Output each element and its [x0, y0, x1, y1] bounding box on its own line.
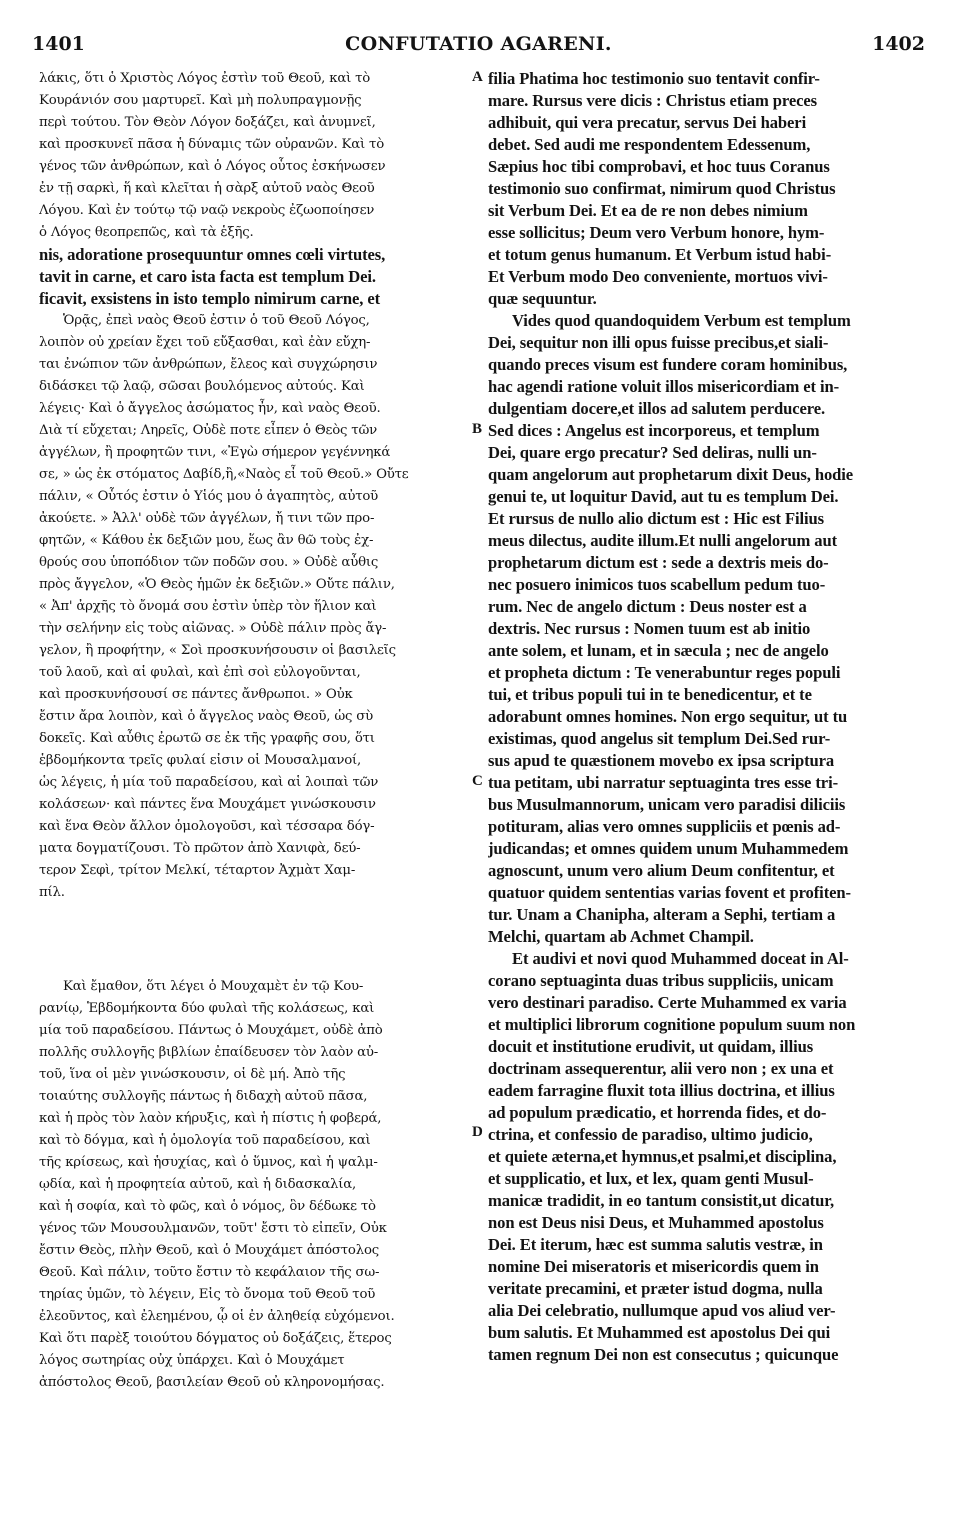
latin-text-line: Dei. Et iterum, hæc est summa salutis vestræ, in: [488, 1235, 823, 1254]
greek-text-line: φητῶν, « Κάθου ἐκ δεξιῶν μου, ἕως ἂν θῶ τοὺς ἐχ-: [39, 533, 374, 548]
latin-text-line: non est Deus nisi Deus, et Muhammed apostolus: [488, 1213, 824, 1232]
greek-text-line: Κουράνιόν σου μαρτυρεῖ. Καὶ μὴ πολυπραγμονῇς: [39, 93, 362, 108]
greek-text-line: λόγος σωτηρίας οὐχ ὑπάρχει. Καὶ ὁ Μουχάμετ: [39, 1353, 345, 1368]
latin-text-line: et propheta dictum : Te venerabuntur reges populi: [488, 663, 841, 682]
greek-text-line: κολάσεων· καὶ πάντες ἕνα Μουχάμετ γινώσκουσιν: [39, 797, 376, 812]
greek-text-line: ἀκούετε. » Ἀλλ' οὐδὲ τῶν ἀγγέλων, ἤ τινι τῶν προ-: [39, 511, 375, 526]
latin-text-line: quam angelorum aut prophetarum dixit Deus, hodie: [488, 465, 854, 484]
greek-text-line: Καὶ ὅτι παρὲξ τοιούτου δόγματος οὐ δοξάζεις, ἕτερος: [39, 1331, 392, 1346]
latin-text-line: bus Musulmannorum, unicam vero paradisi diliciis: [488, 795, 846, 814]
latin-text-line: adhibuit, qui vera precatur, servus Dei haberi: [488, 113, 807, 132]
latin-text-line: Dei, sequitur non illi opus fuisse precibus,et siali-: [488, 333, 829, 352]
greek-text-line: περὶ τούτου. Τὸν Θεὸν Λόγον δοξάζει, καὶ ἀνυμνεῖ,: [39, 115, 376, 130]
greek-text-line: μία τοῦ παραδείσου. Πάντως ὁ Μουχάμετ, οὐδὲ ἀπὸ: [39, 1023, 383, 1038]
latin-text-line: rum. Nec de angelo dictum : Deus noster est a: [488, 597, 807, 616]
margin-marker-a: A: [472, 69, 483, 85]
latin-text-line: tamen regnum Dei non est consecutus ; quicunque: [488, 1345, 839, 1364]
latin-column: [488, 68, 922, 1366]
greek-text-line: καὶ ἡ σοφία, καὶ τὸ φῶς, καὶ ὁ νόμος, ὃν δέδωκε τὸ: [39, 1199, 376, 1214]
greek-text-line: σε, » ὡς ἐκ στόματος Δαβίδ,ἢ,«Ναὸς εἶ τοῦ Θεοῦ.» Οὔτε: [39, 467, 409, 482]
greek-column: [39, 68, 471, 1394]
latin-text-line: ante solem, et lunam, et in sæcula ; nec de angelo: [488, 641, 829, 660]
latin-text-line: meus dilectus, audite illum.Et nulli angelorum aut: [488, 531, 838, 550]
latin-text-line: dulgentiam docere,et illos ad salutem perducere.: [488, 399, 826, 418]
latin-text-line: manicæ tradidit, in eo tantum consistit,ut dicatur,: [488, 1191, 834, 1210]
latin-text-line: Sed dices : Angelus est incorporeus, et templum: [488, 421, 820, 440]
latin-text-line: quando preces visum est fundere coram hominibus,: [488, 355, 848, 374]
greek-text-blank: [39, 952, 471, 976]
greek-text-line: ἔστιν Θεὸς, πλὴν Θεοῦ, καὶ ὁ Μουχάμετ ἀπόστολος: [39, 1243, 380, 1258]
latin-text-line: Melchi, quartam ab Achmet Champil.: [488, 927, 754, 946]
greek-text-line: Θεοῦ. Καὶ πάλιν, τοῦτο ἔστιν τὸ κεφάλαιον τῆς σω-: [39, 1265, 380, 1280]
greek-text-line: Ὁρᾷς, ἐπεὶ ναὸς Θεοῦ ἐστιν ὁ τοῦ Θεοῦ Λόγος,: [63, 313, 370, 328]
latin-text-line: Vides quod quandoquidem Verbum est templum: [512, 311, 851, 330]
greek-text-line: ἐν τῇ σαρκὶ, ἥ καὶ κλεῖται ἡ σὰρξ αὐτοῦ ναὸς Θεοῦ: [39, 181, 375, 196]
latin-text-line: esse sollicitus; Deum vero Verbum honore, hym-: [488, 223, 825, 242]
latin-text-line: prophetarum dictum est : sede a dextris meis do-: [488, 553, 829, 572]
greek-text-line: « Ἀπ' ἀρχῆς τὸ ὄνομά σου ἐστὶν ὑπὲρ τὸν ἥλιον καὶ: [39, 599, 377, 614]
greek-text-blank: [39, 928, 471, 952]
greek-text-line: καὶ τὸ δόγμα, καὶ ἡ ὁμολογία τοῦ παραδείσου, καὶ: [39, 1133, 371, 1148]
greek-text-line: πίλ.: [39, 885, 65, 900]
latin-text-line: alia Dei celebratio, nullumque apud vos aliud ver-: [488, 1301, 836, 1320]
greek-text-line: πάλιν, « Οὗτός ἐστιν ὁ Υἱός μου ὁ ἀγαπητὸς, αὐτοῦ: [39, 489, 379, 504]
greek-text-line: γελον, ἢ προφήτην, « Σοὶ προσκυνήσουσιν οἱ βασιλεῖς: [39, 643, 396, 658]
greek-text-line: ἐλεοῦντος, καὶ ἐλεημένου, ᾧ οἱ ἐν ἀληθείᾳ εὐχόμενοι.: [39, 1309, 395, 1324]
greek-text-line: Καὶ ἔμαθον, ὅτι λέγει ὁ Μουχαμὲτ ἐν τῷ Κου-: [63, 979, 364, 994]
latin-text-line: existimas, quod angelus sit templum Dei.Sed rur-: [488, 729, 831, 748]
latin-text-line: vero destinari paradiso. Certe Muhammed ex varia: [488, 993, 847, 1012]
latin-text-line: nec posuero inimicos tuos scabellum pedum tuo-: [488, 575, 826, 594]
greek-text-line: καὶ ἡ πρὸς τὸν λαὸν κήρυξις, καὶ ἡ πίστις ἡ φοβερά,: [39, 1111, 382, 1126]
greek-text-line: τοῦ λαοῦ, καὶ αἱ φυλαὶ, καὶ ἐπὶ σοὶ εὐλογοῦνται,: [39, 665, 361, 680]
greek-text-line: ὡς λέγεις, ἡ μία τοῦ παραδείσου, καὶ αἱ λοιπαὶ τῶν: [39, 775, 379, 790]
greek-text-line: ὁ Λόγος θεοπρεπῶς, καὶ τὰ ἑξῆς.: [39, 225, 254, 240]
greek-text-line: καὶ ἕνα Θεὸν ἄλλον ὁμολογοῦσι, καὶ τέσσαρα δόγ-: [39, 819, 375, 834]
latin-text-line: docuit et institutione erudivit, ut quidam, illius: [488, 1037, 814, 1056]
margin-marker-d: D: [472, 1124, 483, 1140]
greek-text-line: τοῦ, ἵνα οἱ μὲν γινώσκουσιν, οἱ δὲ μή. Ἀπὸ τῆς: [39, 1067, 346, 1082]
greek-text-line: τηρίας ὑμῶν, τὸ λέγειν, Εἰς τὸ ὄνομα τοῦ Θεοῦ τοῦ: [39, 1287, 376, 1302]
greek-text-line: λοιπὸν οὐ χρείαν ἔχει τοῦ εὔξασθαι, καὶ ἐὰν εὔχη-: [39, 335, 371, 350]
greek-text-line: λέγεις· Καὶ ὁ ἄγγελος ἀσώματος ἦν, καὶ ναὸς Θεοῦ.: [39, 401, 381, 416]
latin-text-line: doctrinam assequerentur, alii vero non ; ex una et: [488, 1059, 834, 1078]
margin-marker-b: B: [472, 421, 483, 437]
latin-text-line: testimonio suo confirmat, nimirum quod Christus: [488, 179, 836, 198]
latin-text-line: tui, et tribus populi tui in te benedicentur, et te: [488, 685, 812, 704]
latin-text-line: adorabunt omnes homines. Non ergo sequitur, ut tu: [488, 707, 848, 726]
latin-text-line: et totum genus humanum. Et Verbum istud habi-: [488, 245, 832, 264]
greek-text-line: tavit in carne, et caro ista facta est templum Dei.: [39, 267, 376, 286]
greek-text-line: τερον Σεφὶ, τρίτον Μελκί, τέταρτον Ἀχμὰτ Χαμ-: [39, 863, 356, 878]
latin-text-line: tur. Unam a Chanipha, alteram a Sephi, tertiam a: [488, 905, 836, 924]
latin-text-line: Sæpius hoc tibi comprobavi, et hoc tuus Coranus: [488, 157, 830, 176]
latin-text-line: dextris. Nec rursus : Nomen tuum est ab initio: [488, 619, 811, 638]
latin-text-line: debet. Sed audi me respondentem Edessenum,: [488, 135, 811, 154]
latin-text-line: Et Verbum modo Deo conveniente, mortuos vivi-: [488, 267, 828, 286]
latin-text-line: et multiplici librorum cognitione populum suum non: [488, 1015, 856, 1034]
greek-text-line: δοκεῖς. Καὶ αὖθις ἐρωτῶ σε ἐκ τῆς γραφῆς σου, ὅτι: [39, 731, 375, 746]
greek-text-line: θρούς σου ὑποπόδιον τῶν ποδῶν σου. » Οὐδὲ αὖθις: [39, 555, 379, 570]
greek-text-line: ἀπόστολος Θεοῦ, βασιλείαν Θεοῦ οὐ κληρονομήσας.: [39, 1375, 385, 1390]
greek-text-blank: [39, 904, 471, 928]
greek-text-line: ἑβδομήκοντα τρεῖς φυλαί εἰσιν οἱ Μουσαλμανοί,: [39, 753, 362, 768]
greek-text-line: ῳδία, καὶ ἡ προφητεία αὐτοῦ, καὶ ἡ διδασκαλία,: [39, 1177, 357, 1192]
greek-text-line: καὶ προσκυνεῖ πᾶσα ἡ δύναμις τῶν οὐρανῶν. Καὶ τὸ: [39, 137, 385, 152]
latin-text-line: nomine Dei miseratoris et misericordis quem in: [488, 1257, 819, 1276]
page-number-right: 1402: [872, 33, 925, 55]
latin-text-line: bum salutis. Et Muhammed est apostolus Dei qui: [488, 1323, 831, 1342]
latin-text-line: hac agendi ratione voluit illos misericordiam et in-: [488, 377, 840, 396]
latin-text-line: ctrina, et confessio de paradiso, ultimo judicio,: [488, 1125, 813, 1144]
greek-text-line: ἀγγέλων, ἢ προφητῶν τινι, «Ἐγὼ σήμερον γεγέννηκά: [39, 445, 391, 460]
latin-text-line: corano septuaginta duas tribus suppliciis, unicam: [488, 971, 834, 990]
greek-text-line: ἔστιν ἄρα λοιπὸν, καὶ ὁ ἄγγελος ναὸς Θεοῦ, ὡς σὺ: [39, 709, 374, 724]
latin-text-line: et supplicatio, et lux, et lex, quam genti Musul-: [488, 1169, 814, 1188]
latin-text-line: sus apud te quæstionem movebo ex ipsa scriptura: [488, 751, 835, 770]
greek-text-line: πρὸς ἄγγελον, «Ὁ Θεὸς ἡμῶν ἐκ δεξιῶν.» Οὔτε πάλιν,: [39, 577, 395, 592]
greek-text-line: λάκις, ὅτι ὁ Χριστὸς Λόγος ἐστὶν τοῦ Θεοῦ, καὶ τὸ: [39, 71, 371, 86]
greek-text-line: γένος τῶν ἀνθρώπων, καὶ ὁ Λόγος οὗτος ἐσκήνωσεν: [39, 159, 386, 174]
greek-text-line: Διὰ τί εὔχεται; Ληρεῖς, Οὐδὲ ποτε εἶπεν ὁ Θεὸς τῶν: [39, 423, 377, 438]
latin-text-line: Et audivi et novi quod Muhammed doceat in Al-: [512, 949, 849, 968]
latin-text-line: judicandas; et omnes quidem unum Muhammedem: [488, 839, 849, 858]
latin-text-line: mare. Rursus vere dicis : Christus etiam preces: [488, 91, 817, 110]
running-title: CONFUTATIO AGARENI.: [345, 33, 612, 55]
latin-text-line: Dei, quare ergo precatur? Sed deliras, nulli un-: [488, 443, 817, 462]
latin-text-line: genui te, ut loquitur David, aut tu es templum Dei.: [488, 487, 839, 506]
margin-marker-c: C: [472, 773, 483, 789]
greek-text-line: τῆς κρίσεως, καὶ ἡσυχίας, καὶ ὁ ὕμνος, καὶ ἡ ψαλμ-: [39, 1155, 378, 1170]
latin-text-line: Et rursus de nullo alio dictum est : Hic est Filius: [488, 509, 825, 528]
greek-text-line: διδάσκει τῷ λαῷ, σῶσαι βουλόμενος αὐτούς. Καὶ: [39, 379, 365, 394]
greek-text-line: nis, adoratione prosequuntur omnes cœli virtutes,: [39, 245, 386, 264]
latin-text-line: veritate precamini, et præter istud dogma, nulla: [488, 1279, 823, 1298]
greek-text-line: καὶ προσκυνήσουσί σε πάντες ἄνθρωποι. » Οὐκ: [39, 687, 353, 702]
page-header: [32, 33, 925, 61]
greek-text-line: Λόγου. Καὶ ἐν τούτῳ τῷ ναῷ νεκροὺς ἐζωοποίησεν: [39, 203, 375, 218]
latin-text-line: et quiete æterna,et hymnus,et psalmi,et disciplina,: [488, 1147, 837, 1166]
latin-text-line: ad populum prædicatio, et horrenda fides, et do-: [488, 1103, 827, 1122]
latin-text-line: potituram, alias vero omnes suppliciis et pœnis ad-: [488, 817, 841, 836]
greek-text-line: ται ἐνώπιον τῶν ἀνθρώπων, ἔλεος καὶ συγχώρησιν: [39, 357, 378, 372]
latin-text-line: sit Verbum Dei. Et ea de re non debes nimium: [488, 201, 808, 220]
latin-text-line: eadem farragine fluxit tota illius doctrina, et illius: [488, 1081, 835, 1100]
latin-text-line: agnoscunt, unum vero alium Deum confitentur, et: [488, 861, 835, 880]
greek-text-line: ματα δογματίζουσι. Τὸ πρῶτον ἀπὸ Χανιφὰ, δεύ-: [39, 841, 361, 856]
greek-text-line: τοιαύτης συλλογῆς πάντως ἡ διδαχὴ αὐτοῦ πᾶσα,: [39, 1089, 368, 1104]
greek-text-line: τὴν σελήνην εἰς τοὺς αἰῶνας. » Οὐδὲ πάλιν πρὸς ἄγ-: [39, 621, 387, 636]
greek-text-line: ρανίῳ, Ἑβδομήκοντα δύο φυλαὶ τῆς κολάσεως, καὶ: [39, 1001, 375, 1016]
greek-text-line: γένος τῶν Μουσουλμανῶν, τοῦτ' ἔστι τὸ εἰπεῖν, Οὐκ: [39, 1221, 387, 1236]
latin-text-line: quatuor quidem sententias varias fovent et profiten-: [488, 883, 851, 902]
greek-text-line: ficavit, exsistens in isto templo nimirum carne, et: [39, 289, 381, 308]
latin-text-line: quæ sequuntur.: [488, 289, 597, 308]
latin-text-line: tua petitam, ubi narratur septuaginta tres esse tri-: [488, 773, 839, 792]
greek-text-line: πολλῆς συλλογῆς βιβλίων ἐπαίδευσεν τὸν λαὸν αὐ-: [39, 1045, 379, 1060]
latin-text-line: filia Phatima hoc testimonio suo tentavit confir-: [488, 69, 820, 88]
page-number-left: 1401: [32, 33, 85, 55]
